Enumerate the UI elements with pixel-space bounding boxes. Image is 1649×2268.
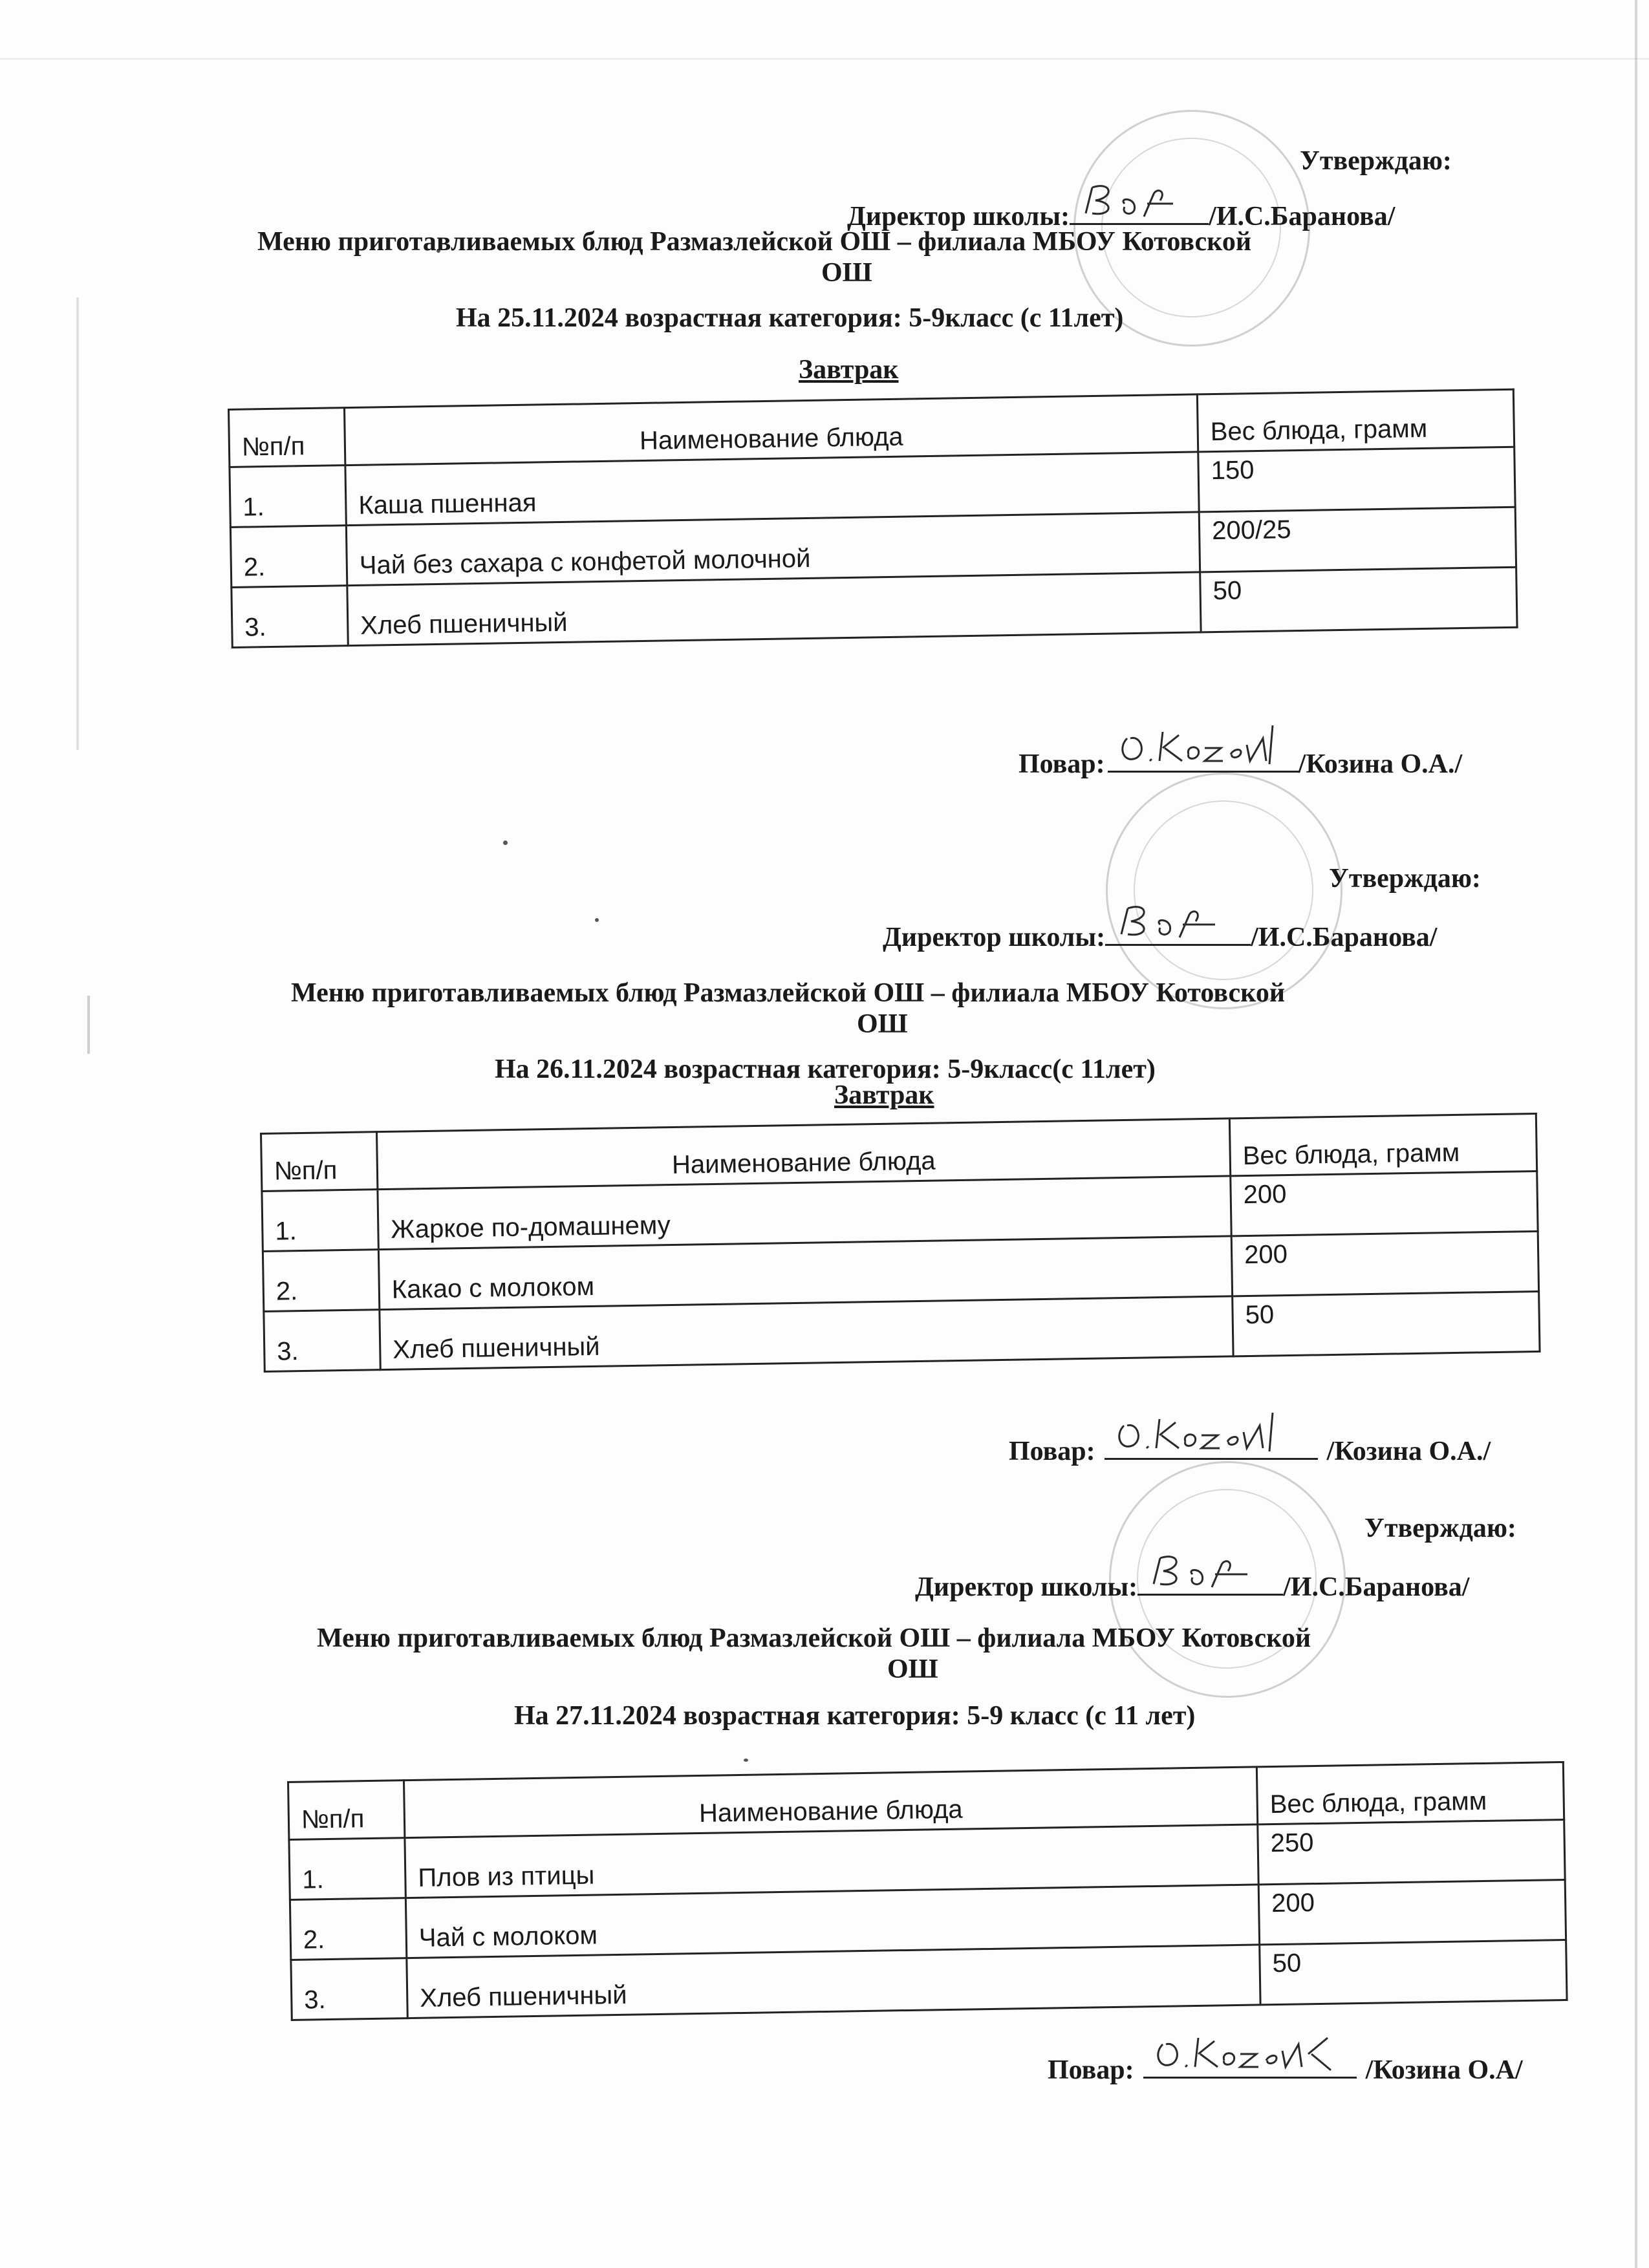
row-dish-name: Каша пшенная bbox=[345, 452, 1199, 526]
cook-name: /Козина О.А./ bbox=[1298, 749, 1463, 779]
row-dish-name: Плов из птицы bbox=[405, 1824, 1258, 1898]
row-dish-name: Хлеб пшеничный bbox=[347, 572, 1201, 646]
header-weight: Вес блюда, грамм bbox=[1197, 389, 1514, 452]
director-signature bbox=[1105, 918, 1251, 946]
row-number: 3. bbox=[291, 1958, 407, 2020]
cook-label: Повар: bbox=[1048, 2055, 1134, 2085]
header-dish-name: Наименование блюда bbox=[377, 1118, 1231, 1190]
row-weight: 200/25 bbox=[1199, 507, 1516, 572]
cook-label: Повар: bbox=[1009, 1437, 1095, 1466]
row-number: 3. bbox=[232, 586, 348, 648]
cook-label: Повар: bbox=[1018, 749, 1105, 779]
director-signature bbox=[1137, 1568, 1283, 1596]
menu-title-cont: ОШ bbox=[857, 1009, 908, 1039]
scan-edge-mark bbox=[1635, 0, 1637, 2268]
director-signature bbox=[1070, 197, 1209, 225]
menu-date-line: На 26.11.2024 возрастная категория: 5-9класс(с 11лет) bbox=[495, 1054, 1156, 1084]
menu-table bbox=[228, 389, 1518, 648]
row-weight: 50 bbox=[1260, 1940, 1567, 2004]
director-name: /И.С.Баранова/ bbox=[1251, 923, 1438, 952]
row-weight: 150 bbox=[1198, 447, 1515, 512]
director-label: Директор школы: bbox=[847, 202, 1070, 231]
row-weight: 200 bbox=[1258, 1879, 1566, 1944]
header-number: №п/п bbox=[229, 408, 345, 467]
director-signature-line bbox=[915, 1568, 1469, 1603]
menu-title-cont: ОШ bbox=[887, 1654, 938, 1684]
row-dish-name: Чай без сахара с конфетой молочной bbox=[346, 512, 1200, 586]
row-weight: 200 bbox=[1231, 1231, 1538, 1296]
scan-speck bbox=[744, 1759, 748, 1762]
menu-title: Меню приготавливаемых блюд Размазлейской ОШ – филиала МБОУ Котовской bbox=[257, 227, 1252, 257]
header-number: №п/п bbox=[261, 1132, 378, 1192]
row-number: 2. bbox=[290, 1898, 406, 1960]
row-number: 2. bbox=[230, 526, 347, 588]
director-name: /И.С.Баранова/ bbox=[1283, 1572, 1470, 1602]
menu-title: Меню приготавливаемых блюд Размазлейской ОШ – филиала МБОУ Котовской bbox=[317, 1623, 1311, 1653]
header-number: №п/п bbox=[288, 1781, 405, 1840]
scan-speck bbox=[595, 918, 599, 922]
menu-date-line: На 27.11.2024 возрастная категория: 5-9 класс (с 11 лет) bbox=[514, 1701, 1196, 1731]
row-weight: 50 bbox=[1200, 567, 1517, 632]
cook-name: /Козина О.А/ bbox=[1365, 2055, 1523, 2085]
director-label: Директор школы: bbox=[883, 923, 1106, 952]
menu-title-cont: ОШ bbox=[821, 258, 872, 288]
cook-signature-line bbox=[1048, 2051, 1523, 2086]
approve-label: Утверждаю: bbox=[1329, 864, 1481, 893]
director-label: Директор школы: bbox=[915, 1572, 1138, 1602]
row-weight: 250 bbox=[1258, 1819, 1565, 1884]
row-number: 3. bbox=[264, 1310, 380, 1372]
cook-signature bbox=[1108, 745, 1299, 773]
row-dish-name: Чай с молоком bbox=[405, 1885, 1259, 1958]
menu-table bbox=[260, 1113, 1541, 1373]
school-stamp bbox=[1106, 773, 1342, 1009]
meal-title: Завтрак bbox=[799, 355, 899, 385]
cook-signature bbox=[1143, 2051, 1357, 2079]
menu-table bbox=[287, 1761, 1568, 2021]
scan-edge-mark bbox=[76, 297, 79, 750]
row-weight: 200 bbox=[1231, 1171, 1538, 1236]
scan-speck bbox=[503, 840, 508, 845]
director-signature-line bbox=[883, 918, 1437, 953]
director-name: /И.С.Баранова/ bbox=[1209, 202, 1396, 231]
menu-title: Меню приготавливаемых блюд Размазлейской ОШ – филиала МБОУ Котовской bbox=[291, 978, 1286, 1008]
header-dish-name: Наименование блюда bbox=[404, 1767, 1258, 1838]
scan-edge-mark bbox=[0, 58, 1649, 59]
menu-date-line: На 25.11.2024 возрастная категория: 5-9класс (с 11лет) bbox=[456, 303, 1124, 333]
scan-edge-mark bbox=[87, 996, 90, 1054]
row-number: 1. bbox=[289, 1838, 405, 1900]
row-dish-name: Хлеб пшеничный bbox=[380, 1296, 1233, 1370]
header-weight: Вес блюда, грамм bbox=[1229, 1114, 1536, 1176]
row-dish-name: Жаркое по-домашнему bbox=[378, 1176, 1231, 1250]
cook-signature bbox=[1105, 1432, 1318, 1460]
row-number: 1. bbox=[230, 465, 346, 528]
approve-label: Утверждаю: bbox=[1364, 1514, 1516, 1543]
row-number: 2. bbox=[263, 1250, 379, 1312]
meal-title: Завтрак bbox=[834, 1080, 934, 1110]
header-dish-name: Наименование блюда bbox=[345, 394, 1198, 465]
row-dish-name: Хлеб пшеничный bbox=[407, 1945, 1260, 2018]
row-number: 1. bbox=[262, 1190, 378, 1252]
header-weight: Вес блюда, грамм bbox=[1256, 1762, 1564, 1824]
row-weight: 50 bbox=[1233, 1291, 1540, 1356]
approve-label: Утверждаю: bbox=[1300, 146, 1452, 176]
row-dish-name: Какао с молоком bbox=[378, 1236, 1232, 1310]
cook-signature-line bbox=[1009, 1432, 1491, 1467]
cook-name: /Козина О.А./ bbox=[1326, 1437, 1491, 1466]
